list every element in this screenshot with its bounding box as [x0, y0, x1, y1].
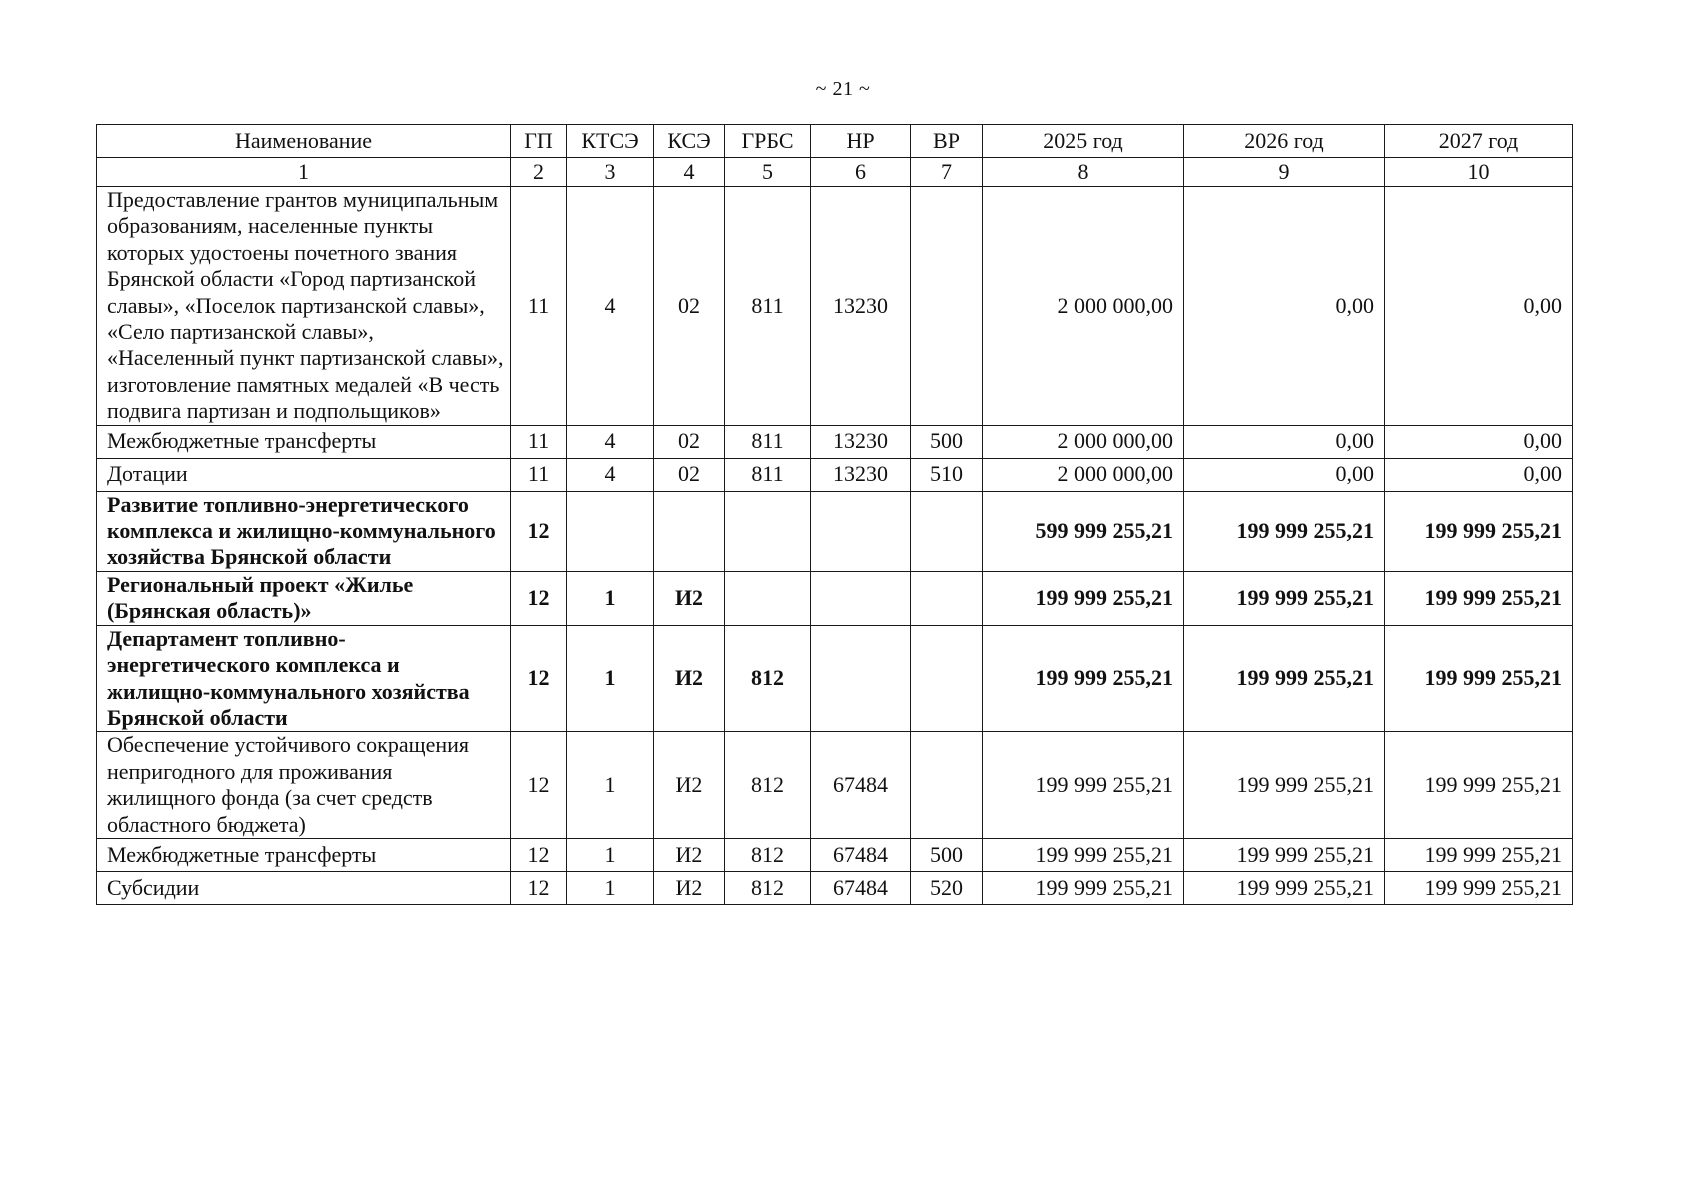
row-amount-2026: 199 999 255,21 — [1184, 491, 1385, 571]
header-2027: 2027 год — [1385, 125, 1573, 158]
column-number: 4 — [654, 158, 725, 187]
row-gp: 12 — [511, 732, 567, 839]
table-row — [97, 625, 1573, 732]
row-kse: И2 — [654, 838, 725, 871]
table-row — [97, 187, 1573, 426]
table-row — [97, 458, 1573, 491]
header-name: Наименование — [97, 125, 511, 158]
row-gp: 11 — [511, 458, 567, 491]
row-nr: 13230 — [811, 187, 911, 426]
row-nr: 67484 — [811, 732, 911, 839]
column-number: 9 — [1184, 158, 1385, 187]
header-nr: НР — [811, 125, 911, 158]
row-amount-2026: 199 999 255,21 — [1184, 625, 1385, 732]
row-gp: 11 — [511, 187, 567, 426]
row-amount-2026: 0,00 — [1184, 187, 1385, 426]
row-amount-2027: 199 999 255,21 — [1385, 571, 1573, 625]
row-kse: 02 — [654, 425, 725, 458]
header-kse: КСЭ — [654, 125, 725, 158]
row-gp: 12 — [511, 871, 567, 904]
row-ktse: 1 — [567, 625, 654, 732]
row-gp: 12 — [511, 571, 567, 625]
row-kse: 02 — [654, 187, 725, 426]
row-kse: И2 — [654, 871, 725, 904]
row-amount-2026: 199 999 255,21 — [1184, 838, 1385, 871]
header-ktse: КТСЭ — [567, 125, 654, 158]
row-amount-2025: 199 999 255,21 — [983, 838, 1184, 871]
row-nr: 13230 — [811, 425, 911, 458]
row-grbs: 812 — [725, 838, 811, 871]
row-amount-2026: 199 999 255,21 — [1184, 732, 1385, 839]
row-vr — [911, 187, 983, 426]
row-ktse: 4 — [567, 458, 654, 491]
row-vr — [911, 571, 983, 625]
row-name: Обеспечение устойчивого сокращения непригодного для проживания жилищного фонда (за счет средств областного бюджета) — [97, 732, 511, 839]
column-number: 8 — [983, 158, 1184, 187]
column-number: 7 — [911, 158, 983, 187]
row-amount-2027: 199 999 255,21 — [1385, 871, 1573, 904]
header-2025: 2025 год — [983, 125, 1184, 158]
row-amount-2025: 199 999 255,21 — [983, 571, 1184, 625]
row-name: Межбюджетные трансферты — [97, 838, 511, 871]
row-nr: 67484 — [811, 871, 911, 904]
column-number: 10 — [1385, 158, 1573, 187]
header-gp: ГП — [511, 125, 567, 158]
table-row — [97, 571, 1573, 625]
row-name: Развитие топливно-энергетического комплекса и жилищно-коммунального хозяйства Брянской области — [97, 491, 511, 571]
row-nr — [811, 571, 911, 625]
row-name: Субсидии — [97, 871, 511, 904]
column-number: 6 — [811, 158, 911, 187]
row-name: Дотации — [97, 458, 511, 491]
row-grbs — [725, 571, 811, 625]
row-ktse: 1 — [567, 571, 654, 625]
row-gp: 12 — [511, 625, 567, 732]
row-amount-2026: 0,00 — [1184, 425, 1385, 458]
table-row — [97, 732, 1573, 839]
row-nr — [811, 491, 911, 571]
header-grbs: ГРБС — [725, 125, 811, 158]
table-row — [97, 491, 1573, 571]
row-gp: 12 — [511, 491, 567, 571]
row-vr — [911, 491, 983, 571]
header-vr: ВР — [911, 125, 983, 158]
row-ktse: 1 — [567, 838, 654, 871]
row-grbs: 811 — [725, 187, 811, 426]
row-amount-2025: 199 999 255,21 — [983, 732, 1184, 839]
row-kse — [654, 491, 725, 571]
column-number: 2 — [511, 158, 567, 187]
row-vr: 500 — [911, 838, 983, 871]
row-kse: 02 — [654, 458, 725, 491]
row-grbs: 812 — [725, 871, 811, 904]
row-amount-2027: 0,00 — [1385, 425, 1573, 458]
row-amount-2026: 0,00 — [1184, 458, 1385, 491]
row-ktse: 4 — [567, 425, 654, 458]
page-number: ~ 21 ~ — [815, 78, 871, 100]
row-amount-2025: 2 000 000,00 — [983, 458, 1184, 491]
row-nr: 13230 — [811, 458, 911, 491]
row-ktse: 4 — [567, 187, 654, 426]
row-grbs: 812 — [725, 625, 811, 732]
row-vr: 510 — [911, 458, 983, 491]
row-gp: 12 — [511, 838, 567, 871]
row-amount-2025: 2 000 000,00 — [983, 425, 1184, 458]
row-grbs — [725, 491, 811, 571]
row-nr: 67484 — [811, 838, 911, 871]
row-vr — [911, 625, 983, 732]
row-vr: 520 — [911, 871, 983, 904]
column-number-row — [97, 158, 1573, 187]
row-grbs: 812 — [725, 732, 811, 839]
row-amount-2026: 199 999 255,21 — [1184, 871, 1385, 904]
row-gp: 11 — [511, 425, 567, 458]
budget-table — [96, 124, 1573, 905]
column-number: 1 — [97, 158, 511, 187]
row-name: Департамент топливно-энергетического комплекса и жилищно-коммунального хозяйства Брянской области — [97, 625, 511, 732]
row-amount-2025: 599 999 255,21 — [983, 491, 1184, 571]
column-number: 3 — [567, 158, 654, 187]
row-amount-2027: 199 999 255,21 — [1385, 625, 1573, 732]
row-ktse: 1 — [567, 871, 654, 904]
table-header-row — [97, 125, 1573, 158]
row-kse: И2 — [654, 625, 725, 732]
row-amount-2027: 0,00 — [1385, 458, 1573, 491]
table-row — [97, 425, 1573, 458]
row-amount-2026: 199 999 255,21 — [1184, 571, 1385, 625]
row-amount-2027: 0,00 — [1385, 187, 1573, 426]
row-grbs: 811 — [725, 425, 811, 458]
row-amount-2027: 199 999 255,21 — [1385, 838, 1573, 871]
row-kse: И2 — [654, 732, 725, 839]
row-vr — [911, 732, 983, 839]
row-vr: 500 — [911, 425, 983, 458]
table-row — [97, 838, 1573, 871]
row-name: Межбюджетные трансферты — [97, 425, 511, 458]
row-amount-2025: 2 000 000,00 — [983, 187, 1184, 426]
header-2026: 2026 год — [1184, 125, 1385, 158]
row-amount-2027: 199 999 255,21 — [1385, 732, 1573, 839]
row-name: Региональный проект «Жилье (Брянская область)» — [97, 571, 511, 625]
column-number: 5 — [725, 158, 811, 187]
row-ktse: 1 — [567, 732, 654, 839]
row-amount-2025: 199 999 255,21 — [983, 871, 1184, 904]
row-ktse — [567, 491, 654, 571]
row-amount-2025: 199 999 255,21 — [983, 625, 1184, 732]
row-grbs: 811 — [725, 458, 811, 491]
row-kse: И2 — [654, 571, 725, 625]
row-nr — [811, 625, 911, 732]
table-row — [97, 871, 1573, 904]
row-name: Предоставление грантов муниципальным образованиям, населенные пункты которых удостоены почетного звания Брянской области «Город партизанской славы», «Поселок партизанской славы», «Село партизанской славы», «Населенный пункт партизанской славы», изготовление памятных медалей «В честь подвига партизан и подпольщиков» — [97, 187, 511, 426]
row-amount-2027: 199 999 255,21 — [1385, 491, 1573, 571]
